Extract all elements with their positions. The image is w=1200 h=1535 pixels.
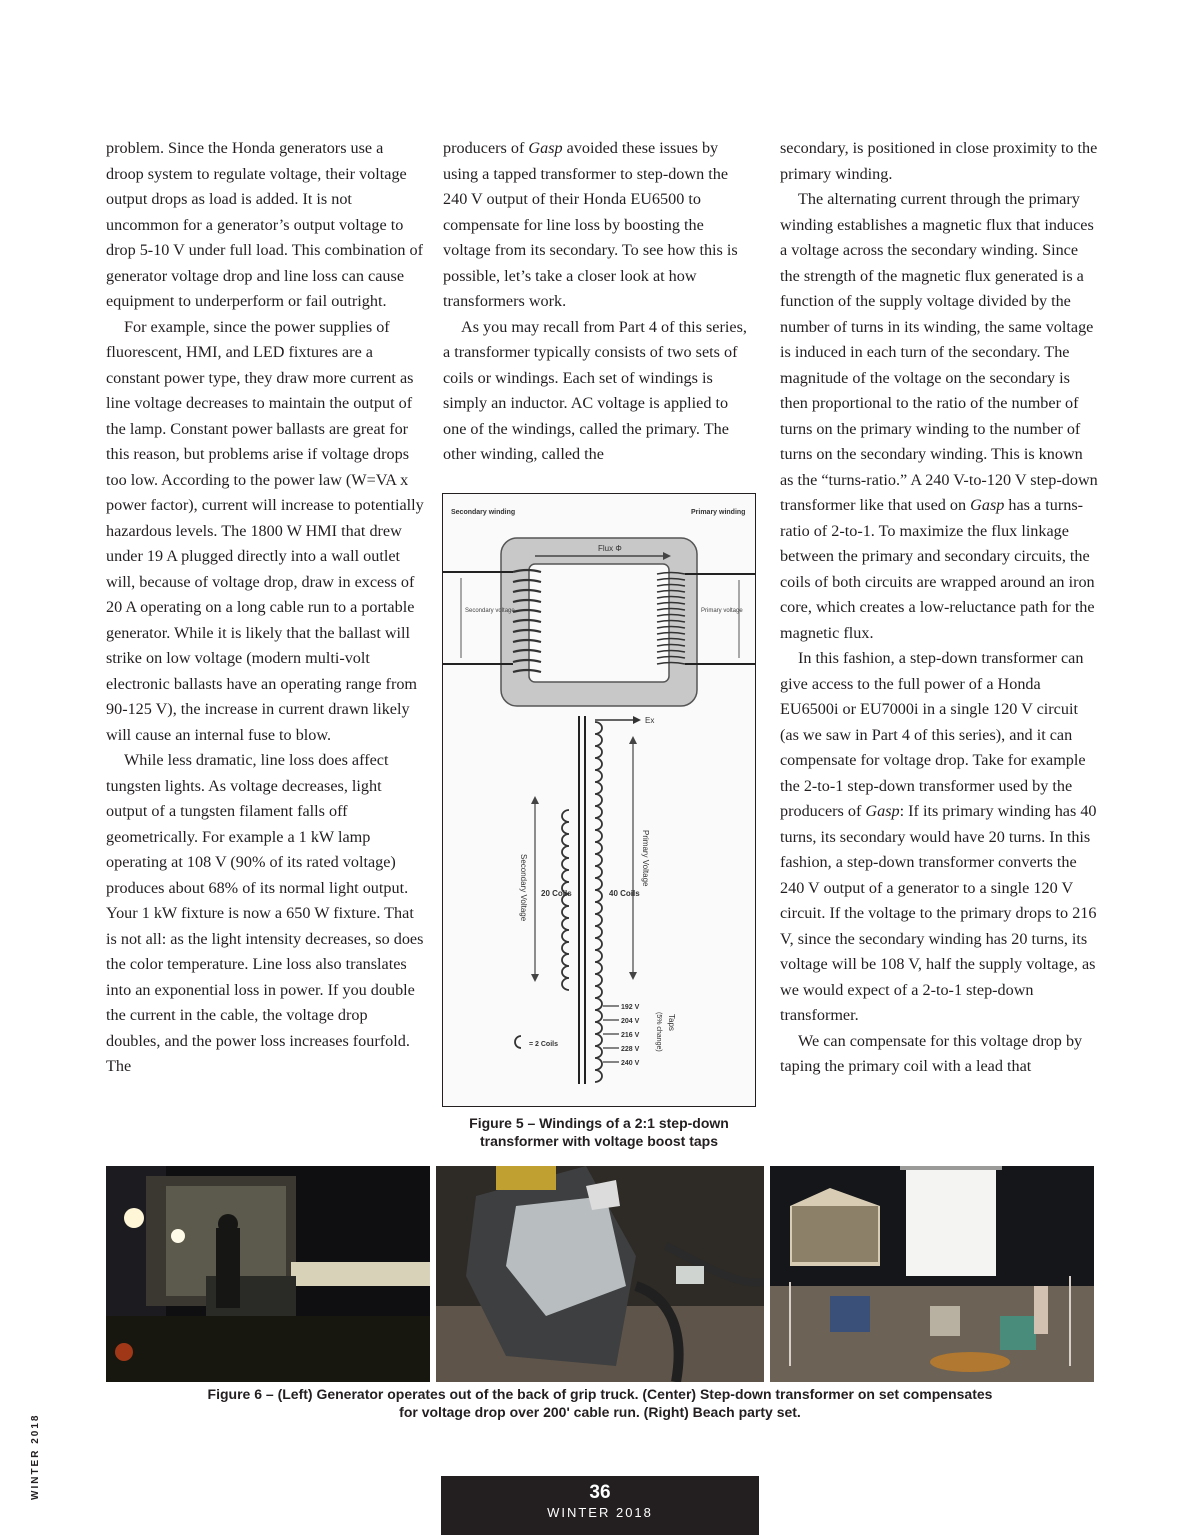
transformer-diagram	[442, 493, 756, 1107]
secondary-winding-label: Secondary winding	[451, 509, 516, 516]
text-column-3	[780, 136, 1098, 1080]
iron-core	[501, 538, 697, 706]
paragraph: We can compensate for this voltage drop by taping the primary coil with a lead that	[780, 1031, 1083, 1075]
issue-label: WINTER 2018	[547, 1505, 653, 1520]
coils-40-label: 40 Coils	[609, 889, 640, 898]
photo-generator-truck	[106, 1166, 430, 1382]
figure-5-caption: Figure 5 – Windings of a 2:1 step-down transformer with voltage boost taps	[469, 1115, 729, 1149]
page-number: 36	[589, 1482, 611, 1503]
page-footer	[441, 1476, 759, 1535]
sidebar-issue-label: WINTER 2018	[30, 1413, 41, 1500]
text-column-1	[106, 136, 424, 1080]
coils-20-label: 20 Coils	[541, 889, 572, 898]
taps-sub-label: (5% change)	[655, 1012, 662, 1052]
tap-228: 228 V	[621, 1046, 640, 1053]
primary-winding-label: Primary winding	[691, 509, 746, 516]
voltage-taps	[603, 1006, 619, 1062]
paragraph: As you may recall from Part 4 of this series, a transformer typically consists of two sets of coils or windings. Each set of windings is simply an inductor. AC voltage is applied to one of the windings, called the primary. The other winding, called the	[443, 317, 747, 463]
secondary-voltage-label: Secondary Voltage	[519, 854, 528, 922]
top-tap-label: Ex	[645, 716, 655, 725]
paragraph: In this fashion, a step-down transformer can give access to the full power of a Honda EU6500i or EU7000i in a single 120 V circuit (as we saw in Part 4 of this series), and it can compensate for voltage drop. Take for example the 2-to-1 step-down transformer used by the producers of Gasp: If its primary winding has 40 turns, its secondary would have 20 turns. In this fashion, a step-down transformer converts the 240 V output of a generator to a single 120 V circuit. If the voltage to the primary drops to 216 V, since the secondary winding has 20 turns, its voltage will be 108 V, half the supply voltage, as we would expect of a 2-to-1 step-down transformer.	[780, 649, 1097, 1024]
paragraph: secondary, is positioned in close proximity to the primary winding.	[780, 139, 1098, 183]
flux-label: Flux Φ	[598, 544, 622, 553]
taps-label: Taps	[667, 1014, 676, 1031]
legend-label: = 2 Coils	[529, 1041, 558, 1048]
paragraph: While less dramatic, line loss does affect tungsten lights. As voltage decreases, light output of a tungsten filament falls off geometrically. For example a 1 kW lamp operating at 108 V (90% of its rated voltage) produces about 68% of its normal light output. Your 1 kW fixture is now a 650 W fixture. That is not all: as the light intensity decreases, so does the color temperature. Line loss also translates into an exponential loss in power. If you double the current in the cable, the voltage drop doubles, and the power loss increases fourfold. The	[106, 751, 424, 1075]
figure-6-caption: Figure 6 – (Left) Generator operates out of the back of grip truck. (Center) Step-down transformer on set compensates for voltage drop over 200' cable run. (Right) Beach party set.	[207, 1386, 993, 1420]
photo-step-down-transformer	[436, 1166, 764, 1382]
paragraph: problem. Since the Honda generators use a droop system to regulate voltage, their voltage output drops as load is added. It is not uncommon for a generator’s output voltage to drop 5-10 V under full load. This combination of generator voltage drop and line loss can cause equipment to underperform or fail outright.	[106, 139, 423, 310]
schematic	[515, 716, 676, 1084]
photo-strip	[106, 1166, 1094, 1382]
tap-204: 204 V	[621, 1018, 640, 1025]
paragraph: producers of Gasp avoided these issues by using a tapped transformer to step-down the 240 V output of their Honda EU6500 to compensate for line loss by boosting the voltage from its secondary. To see how this is possible, let’s take a closer look at how transformers work.	[443, 139, 738, 310]
primary-voltage-side-label: Primary voltage	[701, 608, 743, 614]
tap-216: 216 V	[621, 1032, 640, 1039]
secondary-voltage-side-label: Secondary voltage	[465, 608, 515, 614]
paragraph: For example, since the power supplies of fluorescent, HMI, and LED fixtures are a constant power type, they draw more current as line voltage decreases to maintain the output of the lamp. Constant power ballasts are great for this reason, but problems arise if voltage drops too low. According to the power law (W=VA x power factor), current will increase to potentially hazardous levels. The 1800 W HMI that drew under 19 A plugged directly into a wall outlet will, because of voltage drop, draw in excess of 20 A operating on a long cable run to a portable generator. While it is likely that the ballast will strike on low voltage (modern multi-volt electronic ballasts have an operating range from 90-125 V), the increase in current drawn likely will cause an internal fuse to blow.	[106, 317, 424, 744]
photo-beach-party-set	[770, 1166, 1094, 1382]
paragraph: The alternating current through the primary winding establishes a magnetic flux that induces a voltage across the secondary winding. Since the strength of the magnetic flux generated is a function of the supply voltage divided by the number of turns in its winding, the same voltage is induced in each turn of the secondary. The magnitude of the voltage on the secondary is then proportional to the ratio of the number of turns on the primary winding to the number of turns on the secondary winding. This is known as the “turns-ratio.” A 240 V-to-120 V step-down transformer like that used on Gasp has a turns-ratio of 2-to-1. To maximize the flux linkage between the primary and secondary circuits, the coils of both circuits are wrapped around an iron core, which creates a low-reluctance path for the magnetic flux.	[780, 190, 1098, 642]
secondary-coil-symbol	[562, 810, 569, 990]
text-column-2	[443, 136, 753, 468]
primary-coil-symbol	[595, 722, 602, 1082]
tap-240: 240 V	[621, 1060, 640, 1067]
primary-voltage-label: Primary Voltage	[641, 830, 650, 887]
tap-192: 192 V	[621, 1004, 640, 1011]
